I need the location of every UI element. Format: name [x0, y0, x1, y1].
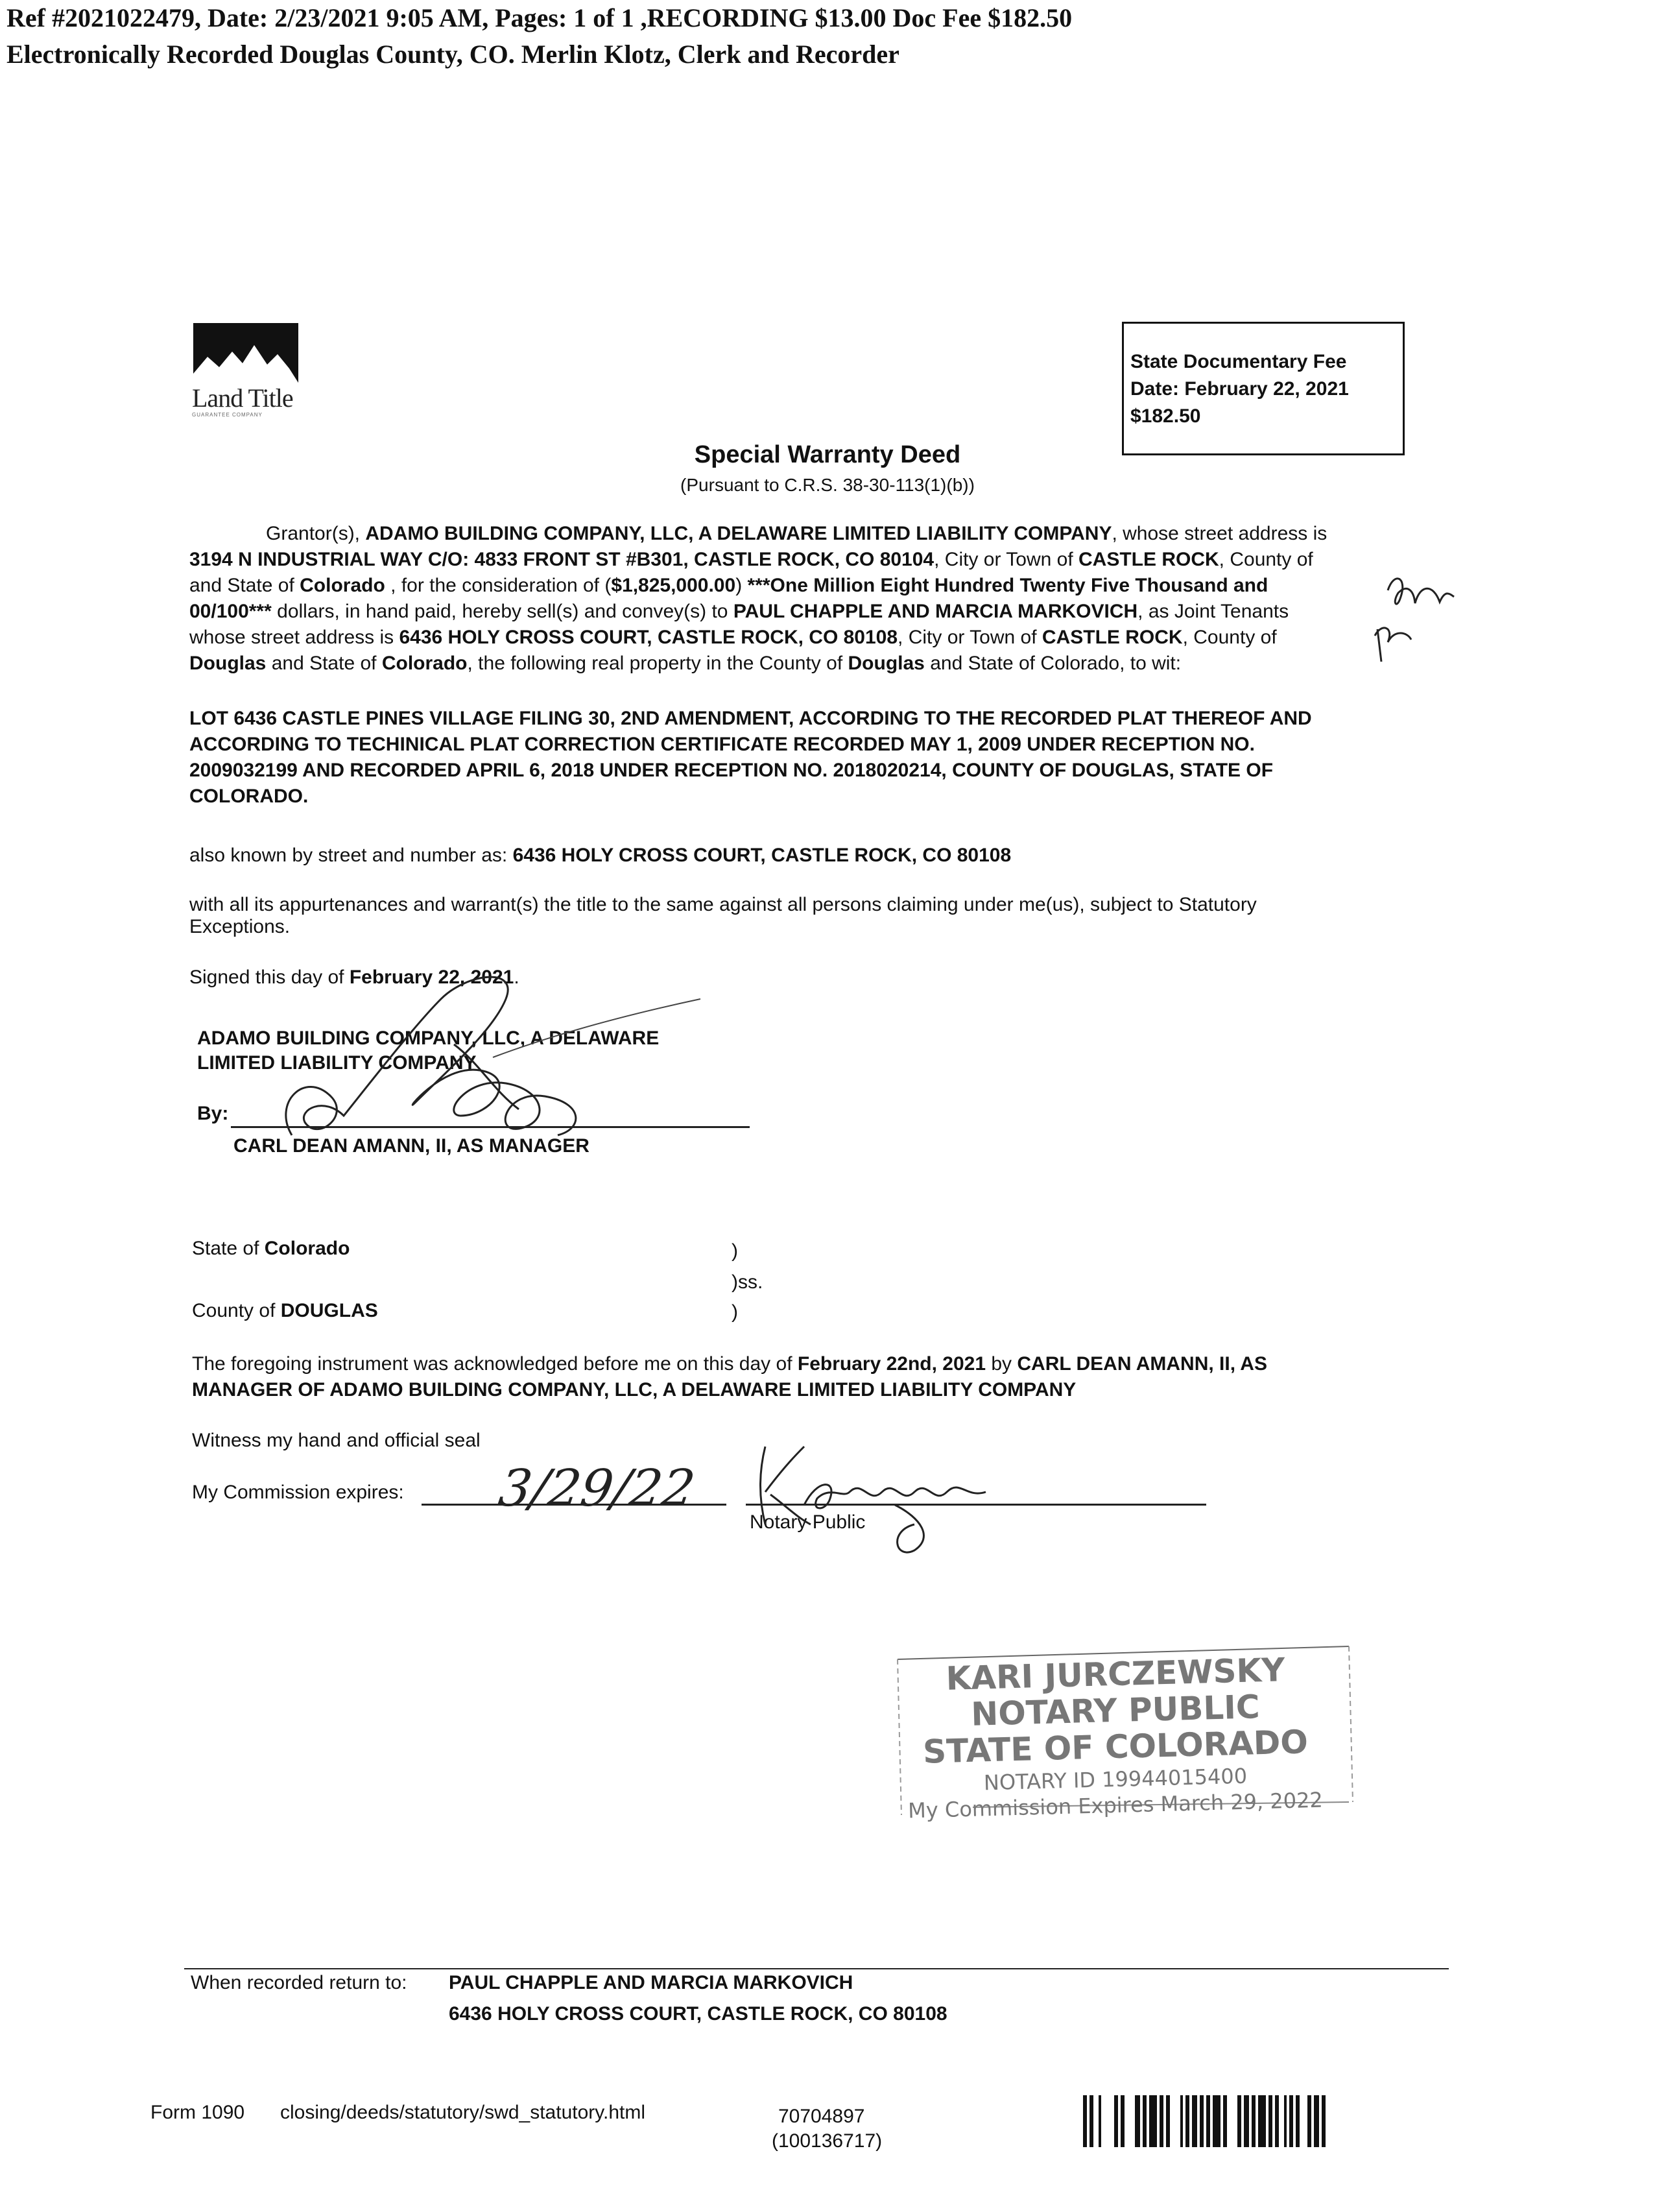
legal-line: LOT 6436 CASTLE PINES VILLAGE FILING 30, 2ND AMENDMENT, ACCORDING TO THE RECORDED PLAT THEREOF AND — [189, 708, 1312, 729]
mountain-logo-icon — [192, 322, 300, 384]
grantor-line-6: Douglas and State of Colorado, the following real property in the County of Douglas and State of Colorado, to wit: — [189, 653, 1182, 674]
signatory-entity-line-2: LIMITED LIABILITY COMPANY — [197, 1052, 477, 1074]
grantor-signature — [246, 947, 713, 1155]
by-label: By: — [197, 1103, 229, 1124]
fee-date: Date: February 22, 2021 — [1130, 378, 1349, 400]
file-number: (100136717) — [772, 2130, 883, 2152]
notary-public-label: Notary Public — [750, 1511, 866, 1533]
legal-description — [189, 706, 1312, 810]
legal-line: 2009032199 AND RECORDED APRIL 6, 2018 UNDER RECEPTION NO. 2018020214, COUNTY OF DOUGLAS, STATE OF — [189, 760, 1274, 781]
barcode-bar — [1166, 2095, 1170, 2147]
barcode-bar — [1180, 2095, 1183, 2147]
state-documentary-fee-box — [1122, 322, 1405, 455]
signatory-name: CARL DEAN AMANN, II, AS MANAGER — [233, 1135, 589, 1157]
barcode-bar — [1258, 2095, 1266, 2147]
property-street-address: 6436 HOLY CROSS COURT, CASTLE ROCK, CO 80108 — [512, 845, 1012, 866]
barcode-bar — [1289, 2095, 1293, 2147]
barcode-bar — [1314, 2095, 1319, 2147]
return-to-name: PAUL CHAPPLE AND MARCIA MARKOVICH — [449, 1972, 853, 1993]
barcode-bar — [1237, 2095, 1241, 2147]
acknowledgment-line-2: MANAGER OF ADAMO BUILDING COMPANY, LLC, A DELAWARE LIMITED LIABILITY COMPANY — [192, 1379, 1077, 1401]
barcode-bar — [1099, 2095, 1101, 2147]
barcode-bar — [1160, 2095, 1163, 2147]
grantor-name: ADAMO BUILDING COMPANY, LLC, A DELAWARE LIMITED LIABILITY COMPANY — [365, 523, 1112, 544]
signatory-entity-line-1: ADAMO BUILDING COMPANY, LLC, A DELAWARE — [197, 1028, 660, 1049]
barcode-bar — [1206, 2095, 1210, 2147]
grantor-address: 3194 N INDUSTRIAL WAY C/O: 4833 FRONT ST #B301, CASTLE ROCK, CO 80104 — [189, 549, 935, 570]
warranty-line-2: Exceptions. — [189, 916, 291, 937]
grantor-line-2: 3194 N INDUSTRIAL WAY C/O: 4833 FRONT ST #B301, CASTLE ROCK, CO 80104, City or Town of CASTLE ROCK, County of — [189, 549, 1313, 570]
venue-ss: )ss. — [732, 1271, 763, 1293]
stamp-expires: My Commission Expires March 29, 2022 — [907, 1787, 1324, 1823]
grantee-name: PAUL CHAPPLE AND MARCIA MARKOVICH — [733, 601, 1138, 622]
barcode-bar — [1322, 2095, 1326, 2147]
notary-signature — [739, 1427, 1012, 1557]
venue-state: State of Colorado — [192, 1238, 350, 1259]
signed-date: February 22, 2021 — [349, 967, 514, 988]
barcode-bar — [1200, 2095, 1204, 2147]
return-to-label: When recorded return to: — [191, 1972, 407, 1993]
initials-handwritten — [1368, 564, 1459, 668]
grantee-address: 6436 HOLY CROSS COURT, CASTLE ROCK, CO 80108 — [399, 627, 898, 648]
document-subtitle: (Pursuant to C.R.S. 38-30-113(1)(b)) — [680, 475, 975, 495]
venue-county: County of DOUGLAS — [192, 1300, 378, 1321]
recording-header-line2: Electronically Recorded Douglas County, CO. Merlin Klotz, Clerk and Recorder — [6, 40, 899, 69]
barcode-bar — [1213, 2095, 1220, 2147]
notary-stamp — [895, 1640, 1375, 1821]
signed-date-line: Signed this day of February 22, 2021. — [189, 967, 519, 988]
barcode-bar — [1223, 2095, 1227, 2147]
consideration-amount: $1,825,000.00 — [611, 575, 736, 596]
stamp-title: NOTARY PUBLIC — [970, 1688, 1261, 1733]
street-address-line: also known by street and number as: 6436 HOLY CROSS COURT, CASTLE ROCK, CO 80108 — [189, 845, 1012, 866]
barcode-bar — [1192, 2095, 1197, 2147]
logo-subtext: GUARANTEE COMPANY — [192, 412, 263, 418]
acknowledgment-date: February 22nd, 2021 — [797, 1353, 986, 1375]
return-to-address: 6436 HOLY CROSS COURT, CASTLE ROCK, CO 80108 — [449, 2003, 947, 2025]
stamp-notary-id: NOTARY ID 19944015400 — [983, 1763, 1248, 1796]
logo-text: Land Title — [192, 383, 293, 413]
barcode-bar — [1268, 2095, 1272, 2147]
barcode-bar — [1083, 2095, 1087, 2147]
fee-label: State Documentary Fee — [1130, 351, 1347, 372]
barcode-icon — [1083, 2095, 1414, 2147]
venue-paren-2: ) — [732, 1301, 738, 1323]
stamp-state: STATE OF COLORADO — [922, 1723, 1309, 1771]
barcode-bar — [1307, 2095, 1311, 2147]
stamp-notary-name: KARI JURCZEWSKY — [945, 1651, 1286, 1698]
form-path: closing/deeds/statutory/swd_statutory.html — [280, 2102, 646, 2123]
legal-line: ACCORDING TO TECHINICAL PLAT CORRECTION CERTIFICATE RECORDED MAY 1, 2009 UNDER RECEPTION NO. — [189, 734, 1255, 755]
barcode-bar — [1185, 2095, 1189, 2147]
commission-label: My Commission expires: — [192, 1482, 404, 1503]
barcode-bar — [1114, 2095, 1118, 2147]
grantor-line-3: and State of Colorado , for the consideration of ($1,825,000.00) ***One Million Eight Hundred Twenty Five Thousand and — [189, 575, 1268, 596]
fee-amount: $182.50 — [1130, 405, 1201, 427]
grantor-line-5: whose street address is 6436 HOLY CROSS COURT, CASTLE ROCK, CO 80108, City or Town of CASTLE ROCK, County of — [189, 627, 1277, 648]
barcode-bar — [1143, 2095, 1147, 2147]
land-title-logo — [192, 322, 302, 426]
barcode-bar — [1135, 2095, 1140, 2147]
barcode-bar — [1089, 2095, 1093, 2147]
barcode-bar — [1121, 2095, 1125, 2147]
legal-line: COLORADO. — [189, 786, 309, 807]
venue-paren-1: ) — [732, 1240, 738, 1262]
barcode-bar — [1244, 2095, 1249, 2147]
acknowledgment-line-1: The foregoing instrument was acknowledged before me on this day of February 22nd, 2021 by CARL DEAN AMANN, II, AS — [192, 1353, 1267, 1375]
order-number: 70704897 — [778, 2106, 865, 2127]
recording-header-line1: Ref #2021022479, Date: 2/23/2021 9:05 AM, Pages: 1 of 1 ,RECORDING $13.00 Doc Fee $182.50 — [6, 3, 1073, 32]
grantor-line-1: Grantor(s), ADAMO BUILDING COMPANY, LLC, A DELAWARE LIMITED LIABILITY COMPANY, whose street address is — [266, 523, 1328, 544]
form-number: Form 1090 — [150, 2102, 245, 2123]
document-title: Special Warranty Deed — [694, 441, 961, 468]
barcode-bar — [1149, 2095, 1157, 2147]
grantor-line-4: 00/100*** dollars, in hand paid, hereby sell(s) and convey(s) to PAUL CHAPPLE AND MARCIA MARKOVICH, as Joint Tenants — [189, 601, 1289, 622]
barcode-bar — [1275, 2095, 1279, 2147]
warranty-line-1: with all its appurtenances and warrant(s) the title to the same against all persons claiming under me(us), subject to Statutory — [189, 894, 1257, 915]
barcode-bar — [1284, 2095, 1287, 2147]
barcode-bar — [1252, 2095, 1256, 2147]
commission-expiry-handwritten: 3/29/22 — [495, 1460, 699, 1518]
witness-line: Witness my hand and official seal — [192, 1430, 481, 1451]
return-to-divider — [184, 1968, 1449, 1969]
barcode-bar — [1296, 2095, 1300, 2147]
